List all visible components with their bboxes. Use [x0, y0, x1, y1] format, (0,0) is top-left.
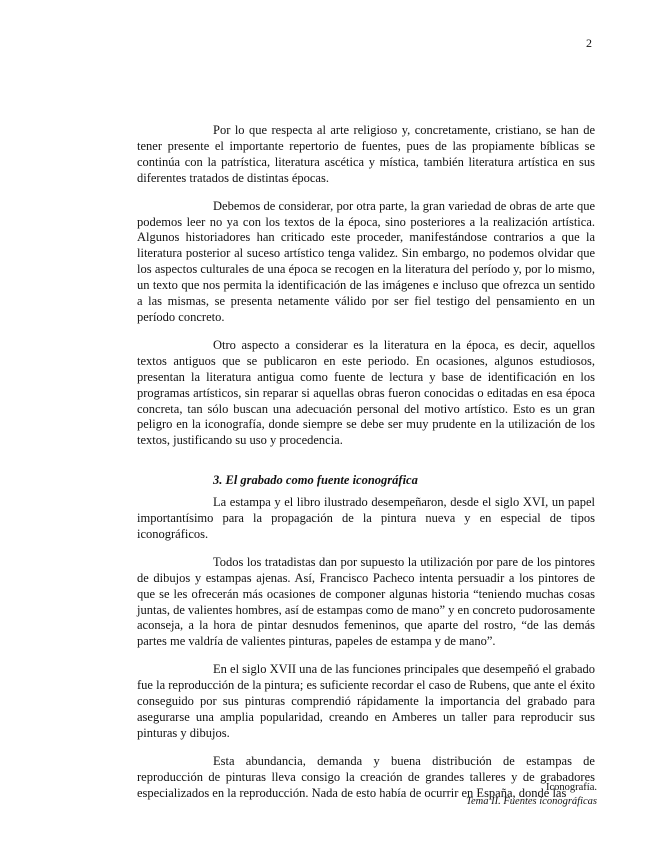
- footer-title: Iconografía.: [545, 782, 597, 793]
- paragraph-later-literature: Debemos de considerar, por otra parte, la gran variedad de obras de arte que podemos leer no ya con los textos de la época, sino posteriores a la realización artística. Algunos historiadores han criticado este proceder, manifestándose contrarios a que la literatura posterior al suceso artístico tenga validez. Sin embargo, no podemos olvidar que los aspectos culturales de una época se recogen en la literatura del período y, por lo mismo, un texto que nos permita la identificación de las imágenes e incluso que ofrezca un sentido a las mismas, se presenta netamente válido por ser fiel testigo del pensamiento en un período concreto.: [137, 198, 595, 324]
- footer-subtitle: Tema II. Fuentes iconográficas: [466, 796, 597, 807]
- paragraph-religious-art: Por lo que respecta al arte religioso y, concretamente, cristiano, se han de tener presente el importante repertorio de fuentes, pues de las propiamente bíblicas se continúa con la patrística, literatura ascética y mística, también literatura artística en sus diferentes tratados de distintas épocas.: [137, 123, 595, 185]
- paragraph-pacheco: Todos los tratadistas dan por supuesto la utilización por pare de los pintores de dibujos y estampas ajenas. Así, Francisco Pacheco intenta persuadir a los pintores de que se les ofrecerán más ocasiones de componer algunas historia “teniendo muchas cosas juntas, de valientes hombres, así de estampas como de mano” y en concreto pudorosamente aconseja, a la hora de pintar desnudos femeninos, que aparte del rostro, “de las demás partes me valdría de valientes pinturas, papeles de estampa y de mano”.: [137, 554, 595, 649]
- paragraph-workshops: Esta abundancia, demanda y buena distribución de estampas de reproducción de pinturas lleva consigo la creación de grandes talleres y de grabadores especializados en la reproducción. Nada de esto había de ocurrir en España, donde las: [137, 753, 595, 800]
- section-heading: 3. El grabado como fuente iconográfica: [213, 473, 418, 488]
- page-number: 2: [586, 36, 592, 50]
- paragraph-period-literature: Otro aspecto a considerar es la literatura en la época, es decir, aquellos textos antiguos que se publicaron en este periodo. En ocasiones, algunos estudiosos, presentan la literatura antigua como fuente de lectura y base de identificación en los programas artísticos, sin reparar si aquellas obras fueron conocidas o editadas en esa época concreta, tan sólo buscan una adecuación personal del motivo artístico. Esto es un gran peligro en la iconografía, donde siempre se debe ser muy prudente en la utilización de los textos, justificando su uso y procedencia.: [137, 337, 595, 448]
- page-footer: [466, 781, 597, 809]
- paragraph-illustrated-book: La estampa y el libro ilustrado desempeñaron, desde el siglo XVI, un papel importantísimo para la propagación de la pintura nueva y en especial de tipos iconográficos.: [137, 495, 595, 541]
- body-text: [137, 123, 595, 814]
- paragraph-rubens: En el siglo XVII una de las funciones principales que desempeñó el grabado fue la reproducción de la pintura; es suficiente recordar el caso de Rubens, que ante el éxito conseguido por sus pinturas comprendió rápidamente la importancia del grabado para asegurarse una amplia popularidad, creando en Amberes un taller para reproducir sus pinturas y dibujos.: [137, 662, 595, 740]
